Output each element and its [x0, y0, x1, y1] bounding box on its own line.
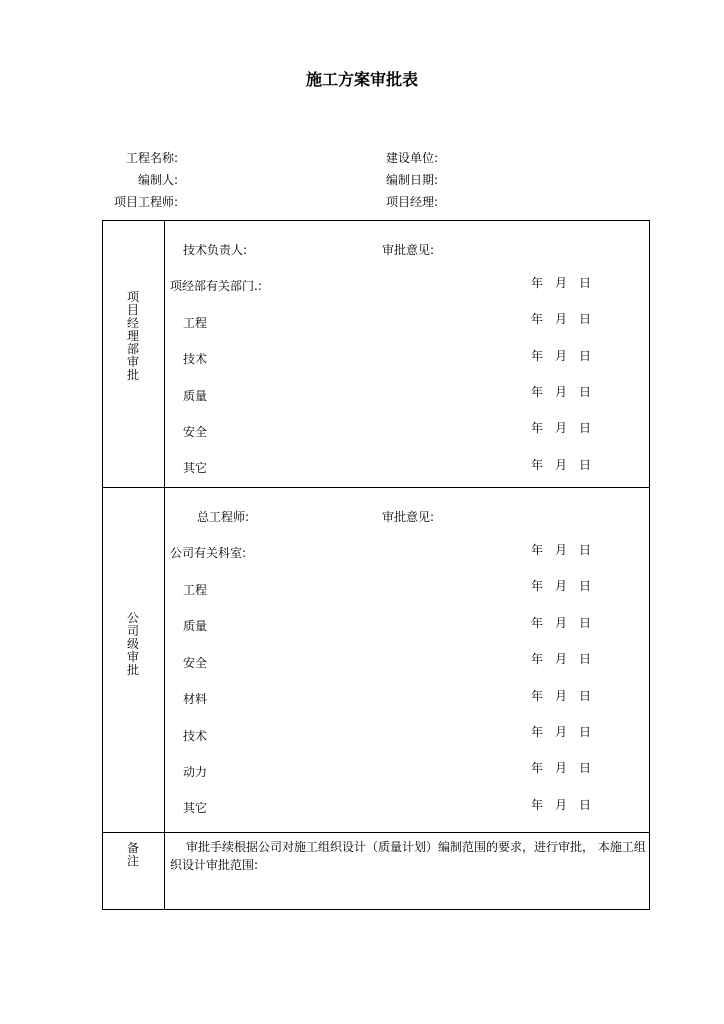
section1-lead-label: 技术负责人: [183, 243, 248, 257]
construction-unit-label: 建设单位: [385, 151, 438, 165]
date-day-label: 日 [579, 349, 592, 363]
section2-lead-label: 总工程师: [197, 510, 250, 524]
date-year-label: 年 [531, 385, 544, 399]
date-month-label: 月 [555, 421, 568, 435]
section2-dept-label: 公司有关科室: [170, 546, 247, 560]
date-day-label: 日 [579, 458, 592, 472]
date-day-label: 日 [579, 798, 592, 812]
date-month-label: 月 [555, 458, 568, 472]
date-year-label: 年 [531, 652, 544, 666]
section2-item: 材料 [183, 692, 208, 706]
date-month-label: 月 [555, 725, 568, 739]
remarks-text: 审批手续根据公司对施工组织设计（质量计划）编制范围的要求，进行审批， 本施工组织设计审批范围: [170, 840, 646, 872]
table-divider-2 [102, 832, 650, 833]
date-day-label: 日 [579, 276, 592, 290]
date-year-label: 年 [531, 616, 544, 630]
page-title: 施工方案审批表 [305, 70, 418, 89]
date-month-label: 月 [555, 543, 568, 557]
project-engineer-label: 项目工程师: [113, 195, 178, 209]
date-year-label: 年 [531, 579, 544, 593]
table-border-bottom [102, 909, 650, 910]
date-month-label: 月 [555, 349, 568, 363]
section1-dept-label: 项经部有关部门.: [170, 279, 262, 293]
date-day-label: 日 [579, 616, 592, 630]
section2-item: 技术 [183, 729, 208, 743]
date-month-label: 月 [555, 689, 568, 703]
section2-item: 质量 [183, 619, 208, 633]
table-border-right [649, 220, 650, 910]
project-name-label: 工程名称: [125, 151, 178, 165]
date-month-label: 月 [555, 579, 568, 593]
table-column-divider [164, 220, 165, 910]
date-day-label: 日 [579, 312, 592, 326]
date-day-label: 日 [579, 579, 592, 593]
date-year-label: 年 [531, 689, 544, 703]
date-day-label: 日 [579, 725, 592, 739]
section2-item: 工程 [183, 583, 208, 597]
section2-item: 动力 [183, 765, 208, 779]
date-year-label: 年 [531, 798, 544, 812]
date-month-label: 月 [555, 312, 568, 326]
date-year-label: 年 [531, 276, 544, 290]
section1-item: 其它 [183, 461, 208, 475]
table-divider-1 [102, 487, 650, 488]
section1-opinion-label: 审批意见: [382, 243, 435, 257]
date-day-label: 日 [579, 652, 592, 666]
date-day-label: 日 [579, 689, 592, 703]
date-month-label: 月 [555, 616, 568, 630]
table-border-left [102, 220, 103, 910]
date-year-label: 年 [531, 458, 544, 472]
date-year-label: 年 [531, 312, 544, 326]
date-month-label: 月 [555, 761, 568, 775]
project-manager-label: 项目经理: [385, 195, 438, 209]
table-border-top [102, 220, 650, 221]
date-day-label: 日 [579, 385, 592, 399]
section2-item: 安全 [183, 656, 208, 670]
date-year-label: 年 [531, 725, 544, 739]
section1-item: 技术 [183, 352, 208, 366]
date-month-label: 月 [555, 652, 568, 666]
date-month-label: 月 [555, 385, 568, 399]
compile-date-label: 编制日期: [385, 173, 438, 187]
section1-label: 项目经理部审批 [126, 290, 139, 382]
section1-item: 安全 [183, 425, 208, 439]
date-year-label: 年 [531, 543, 544, 557]
section1-item: 质量 [183, 389, 208, 403]
date-day-label: 日 [579, 543, 592, 557]
section2-opinion-label: 审批意见: [382, 510, 435, 524]
section2-item: 其它 [183, 801, 208, 815]
date-month-label: 月 [555, 276, 568, 290]
date-day-label: 日 [579, 421, 592, 435]
date-year-label: 年 [531, 421, 544, 435]
section1-item: 工程 [183, 316, 208, 330]
date-day-label: 日 [579, 761, 592, 775]
compiler-label: 编制人: [137, 173, 178, 187]
date-month-label: 月 [555, 798, 568, 812]
remarks-label: 备注 [126, 841, 139, 868]
date-year-label: 年 [531, 761, 544, 775]
section2-label: 公司级审批 [126, 611, 139, 677]
date-year-label: 年 [531, 349, 544, 363]
